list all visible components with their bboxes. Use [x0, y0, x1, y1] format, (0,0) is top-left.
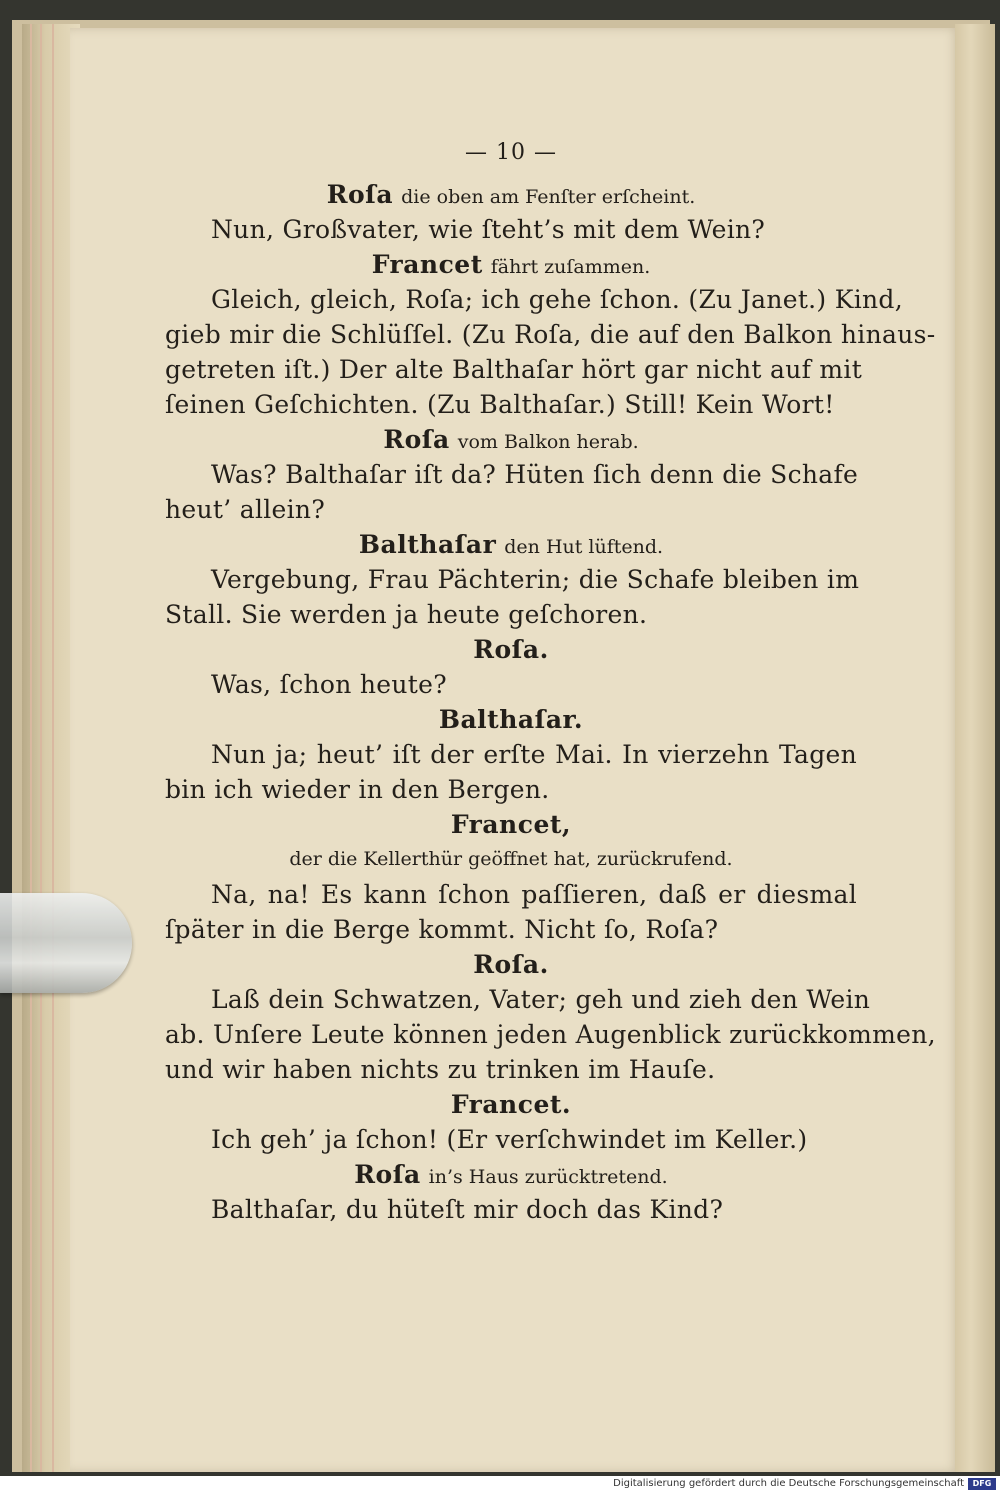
dialogue-lines	[165, 177, 936, 1227]
text-line: Was, ſchon heute?	[211, 670, 447, 699]
text-line: Gleich, gleich, Roſa; ich gehe ſchon. (Zu Janet.) Kind,	[211, 285, 903, 314]
speaker-name: Roſa.	[473, 950, 549, 979]
speaker-line	[165, 947, 857, 982]
page-stack-edge-right	[955, 24, 995, 1472]
speaker-name: Francet,	[450, 810, 572, 839]
speaker-name: Balthaſar.	[438, 705, 584, 734]
text-line: Stall. Sie werden ja heute geſchoren.	[165, 600, 648, 629]
digitization-footer	[0, 1476, 1000, 1493]
speaker-line	[165, 177, 857, 212]
text-line: Laß dein Schwatzen, Vater; geh und zieh den Wein	[211, 985, 871, 1014]
speaker-line	[165, 1087, 857, 1122]
stage-direction: der die Kellerthür geöffnet hat, zurückrufend.	[289, 848, 733, 870]
stage-direction: in’s Haus zurücktretend.	[428, 1166, 668, 1188]
text-line: bin ich wieder in den Bergen.	[165, 775, 550, 804]
text-line: ab. Unſere Leute können jeden Augenblick zurückkommen,	[165, 1020, 936, 1049]
text-line: ſpäter in die Berge kommt. Nicht ſo, Roſa?	[165, 915, 719, 944]
stage-direction: vom Balkon herab.	[457, 431, 639, 453]
speaker-name: Roſa	[326, 180, 394, 209]
text-line: Was? Balthaſar iſt da? Hüten ſich denn die Schafe	[211, 460, 859, 489]
stage-direction: die oben am Fenſter erſcheint.	[401, 186, 696, 208]
speaker-name: Francet.	[450, 1090, 572, 1119]
text-line: Ich geh’ ja ſchon! (Er verſchwindet im Keller.)	[211, 1125, 808, 1154]
speaker-name: Roſa	[383, 425, 450, 454]
speaker-line	[165, 807, 857, 842]
text-line: gieb mir die Schlüſſel. (Zu Roſa, die auf den Balkon hinaus-	[165, 320, 936, 349]
text-line: und wir haben nichts zu trinken im Hauſe.	[165, 1055, 716, 1084]
stage-direction: den Hut lüftend.	[504, 536, 664, 558]
text-line: Balthaſar, du hüteſt mir doch das Kind?	[211, 1195, 724, 1224]
speaker-line	[165, 247, 857, 282]
text-line: ſeinen Geſchichten. (Zu Balthaſar.) Still! Kein Wort!	[165, 390, 835, 419]
text-line: Nun ja; heut’ iſt der erſte Mai. In vierzehn Tagen	[211, 740, 857, 769]
text-line: Nun, Großvater, wie ſteht’s mit dem Wein?	[211, 215, 766, 244]
footer-credit: Digitalisierung gefördert durch die Deutsche Forschungsgemeinschaft	[613, 1478, 964, 1489]
speaker-line	[165, 422, 857, 457]
speaker-name: Roſa.	[473, 635, 549, 664]
text-line: getreten iſt.) Der alte Balthaſar hört gar nicht auf mit	[165, 355, 863, 384]
page-number: — 10 —	[465, 140, 557, 165]
page-text-block	[165, 140, 936, 1227]
speaker-line	[165, 1157, 857, 1192]
text-line: Na, na! Es kann ſchon paſſieren, daß er diesmal	[211, 880, 857, 909]
text-line: Vergebung, Frau Pächterin; die Schafe bleiben im	[211, 565, 860, 594]
text-line: heut’ allein?	[165, 495, 326, 524]
speaker-line	[165, 527, 857, 562]
speaker-name: Roſa	[354, 1160, 421, 1189]
stage-direction: fährt zuſammen.	[490, 256, 651, 278]
speaker-name: Francet	[371, 250, 483, 279]
speaker-line	[165, 702, 857, 737]
speaker-name: Balthaſar	[358, 530, 497, 559]
scanner-clip	[0, 893, 132, 993]
speaker-line	[165, 632, 857, 667]
dfg-logo: DFG	[968, 1478, 996, 1490]
